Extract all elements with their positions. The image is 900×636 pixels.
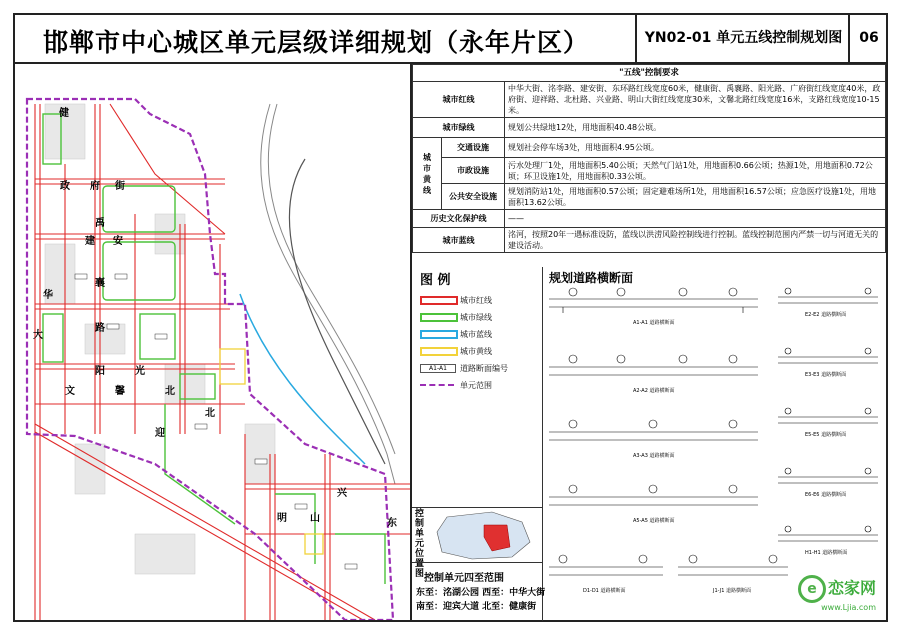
section-label-e5: E5-E5 道路横断面 xyxy=(805,432,847,438)
location-title: 控制单元位置图 xyxy=(415,509,425,579)
map-label-yang: 阳 xyxy=(95,366,105,377)
blue-line-text: 洺河，按照20年一遇标准设防，蓝线以洪涝风险控制线进行控制。蓝线控制范围内严禁一切与河道无关的建设活动。 xyxy=(505,228,886,253)
requirements-heading: "五线"控制要求 xyxy=(413,65,886,82)
section-label-d1: D1-D1 道路横断面 xyxy=(583,588,626,594)
drawing-code: YN02-01 单元五线控制规划图 xyxy=(635,15,850,62)
five-line-requirements-table xyxy=(412,64,886,253)
map-label-guang: 光 xyxy=(135,366,145,377)
map-label-shan: 山 xyxy=(310,513,320,524)
municipal-facility-text: 污水处理厂1处，用地面积5.40公顷；天然气门站1处，用地面积0.66公顷；热源1处，用地面积0.72公顷；环卫设施1处，用地面积0.33公顷。 xyxy=(505,158,886,184)
map-label-ying: 迎 xyxy=(155,428,165,439)
map-label-ming: 明 xyxy=(277,513,287,524)
legend xyxy=(412,267,543,508)
legend-green-label: 城市绿线 xyxy=(460,313,492,322)
green-line-label: 城市绿线 xyxy=(413,118,505,138)
legend-blue-label: 城市蓝线 xyxy=(460,330,492,339)
unit-boundary-swatch xyxy=(420,384,454,386)
map-label-jie: 街 xyxy=(115,181,125,192)
municipal-facility-label: 市政设施 xyxy=(442,158,505,184)
map-label-xiang: 襄 xyxy=(95,278,105,289)
red-line-text: 中华大街、洺李路、建安街、东环路红线宽度60米，健康街、禹襄路、阳光路、广府街红线宽度40米，政府街、迎祥路、北杜路、兴业路、明山大街红线宽度30米，文馨北路红线宽度16米，支路红线宽度10-15米。 xyxy=(505,82,886,118)
sections-title: 规划道路横断面 xyxy=(549,271,634,285)
red-line-label: 城市红线 xyxy=(413,82,505,118)
bounds-south-north: 南至：迎宾大道 北至：健康街 xyxy=(416,602,537,612)
section-label-a3: A3-A3 道路横断面 xyxy=(633,453,675,459)
legend-boundary-label: 单元范围 xyxy=(460,381,492,390)
five-line-map[interactable] xyxy=(15,64,412,620)
legend-title: 图 例 xyxy=(420,273,451,288)
map-label-an: 安 xyxy=(113,236,123,247)
green-line-text: 规划公共绿地12处，用地面积40.48公顷。 xyxy=(505,118,886,138)
traffic-facility-text: 规划社会停车场3处，用地面积4.95公顷。 xyxy=(505,138,886,158)
watermark-url: www.Ljia.com xyxy=(821,603,876,612)
blue-line-label: 城市蓝线 xyxy=(413,228,505,253)
legend-section-label: 道路断面编号 xyxy=(460,364,508,373)
map-label-dong: 东 xyxy=(387,518,397,529)
map-label-xing: 兴 xyxy=(337,488,347,499)
map-canvas xyxy=(15,64,410,620)
page-number: 06 xyxy=(848,15,888,62)
traffic-facility-label: 交通设施 xyxy=(442,138,505,158)
legend-yellow-label: 城市黄线 xyxy=(460,347,492,356)
map-label-zheng: 政 xyxy=(60,181,70,192)
heritage-line-text: —— xyxy=(505,210,886,228)
section-label-e2: E2-E2 道路横断面 xyxy=(805,312,847,318)
watermark xyxy=(798,575,876,612)
map-label-bei: 北 xyxy=(165,386,175,397)
section-label-h1: H1-H1 道路横断面 xyxy=(805,550,848,556)
watermark-logo-icon: e xyxy=(798,575,826,603)
safety-facility-text: 规划消防站1处，用地面积0.57公顷；固定避难场所1处，用地面积16.57公顷；应急医疗设施1处，用地面积13.62公顷。 xyxy=(505,184,886,210)
safety-facility-label: 公共安全设施 xyxy=(442,184,505,210)
sections-drawing xyxy=(543,267,886,620)
map-label-hua: 华 xyxy=(43,290,53,301)
map-label-yu: 禹 xyxy=(95,218,105,229)
map-label-xin: 馨 xyxy=(115,386,125,397)
map-label-lu: 路 xyxy=(95,323,105,334)
bounds-title: 控制单元四至范围 xyxy=(424,573,504,584)
section-label-e6: E6-E6 道路横断面 xyxy=(805,492,847,498)
map-label-jian2: 建 xyxy=(85,236,95,247)
green-line-swatch xyxy=(420,313,458,322)
watermark-brand: 恋家网 xyxy=(827,578,876,598)
legend-red-label: 城市红线 xyxy=(460,296,492,305)
yellow-line-label: 城市黄线 xyxy=(413,138,442,210)
road-sections-panel xyxy=(543,267,886,620)
location-thumbnail xyxy=(412,507,542,562)
bounds-east-west: 东至：洺湖公园 西至：中华大街 xyxy=(416,588,546,598)
heritage-line-label: 历史文化保护线 xyxy=(413,210,505,228)
section-label-e3: E3-E3 道路横断面 xyxy=(805,372,847,378)
map-label-wen: 文 xyxy=(65,386,75,397)
blue-line-swatch xyxy=(420,330,458,339)
map-label-fu: 府 xyxy=(90,181,100,192)
unit-boundary xyxy=(27,99,393,620)
section-label-a5: A5-A5 道路横断面 xyxy=(633,518,675,524)
map-label-jian: 健 xyxy=(59,108,69,119)
page-title: 邯郸市中心城区单元层级详细规划（永年片区） xyxy=(43,28,590,57)
section-label-a1: A1-A1 道路横断面 xyxy=(633,320,675,326)
unit-bounds xyxy=(412,562,546,621)
yellow-line-swatch xyxy=(420,347,458,356)
title-bar xyxy=(15,15,886,64)
red-line-swatch xyxy=(420,296,458,305)
right-panel xyxy=(412,64,886,620)
map-label-da: 大 xyxy=(33,330,43,341)
section-label-j1: J1-J1 道路横断面 xyxy=(713,588,751,594)
section-label-a2: A2-A2 道路横断面 xyxy=(633,388,675,394)
section-code-symbol: A1-A1 xyxy=(420,364,456,373)
map-label-bei2: 北 xyxy=(205,408,215,419)
